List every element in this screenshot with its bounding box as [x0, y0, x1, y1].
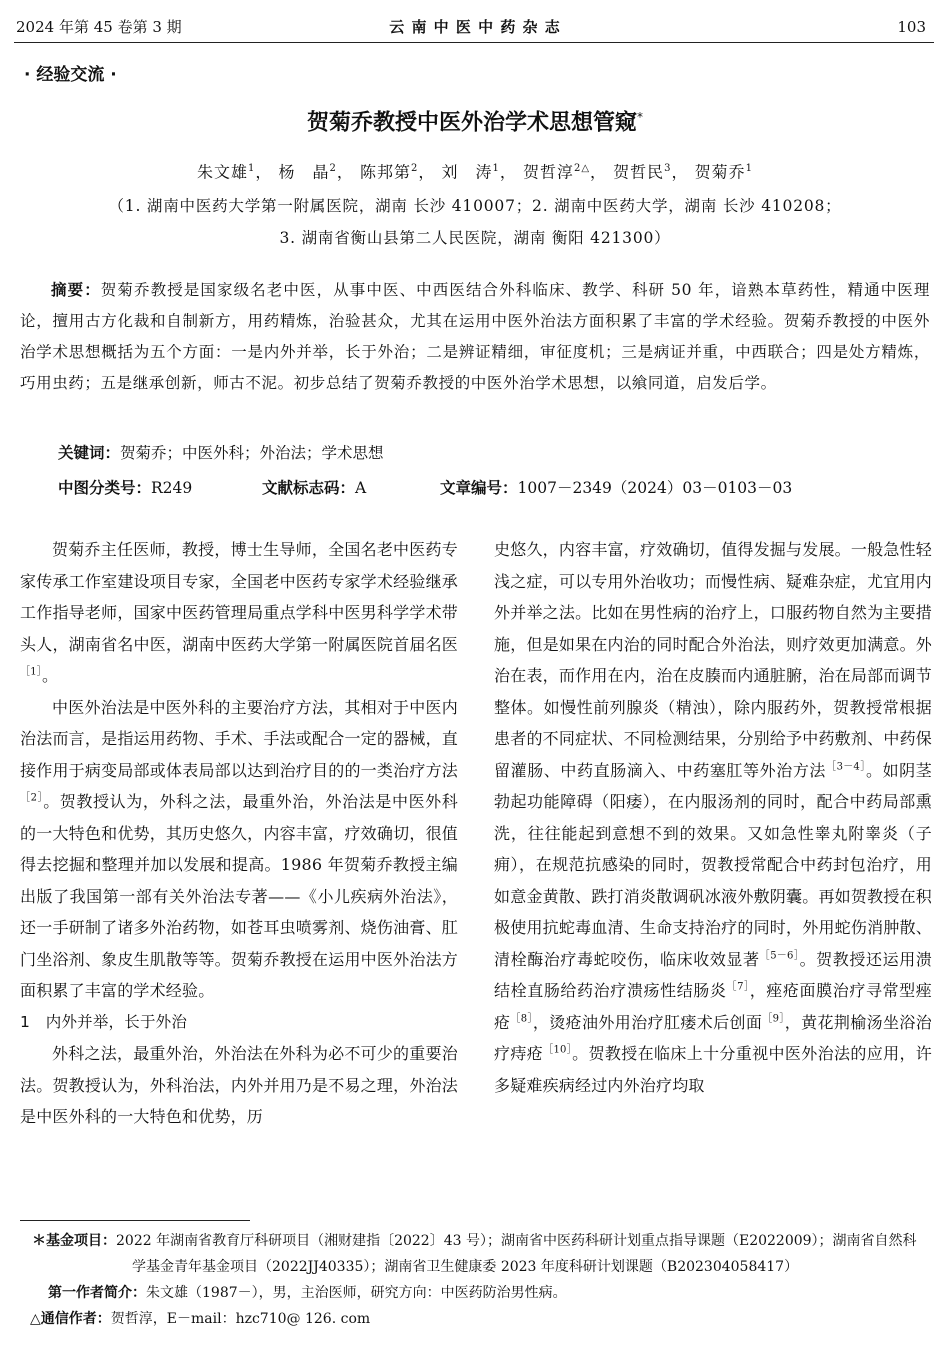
affiliation-line: （1. 湖南中医药大学第一附属医院，湖南 长沙 410007；2. 湖南中医药大学，湖南 长沙 410208；: [108, 197, 842, 215]
affiliation-line: 3. 湖南省衡山县第二人民医院，湖南 衡阳 421300）: [279, 229, 671, 247]
citation: ［8］: [510, 1013, 533, 1025]
keywords-label: 关键词：: [58, 444, 121, 462]
keywords: [58, 439, 384, 467]
journal-name: 云 南 中 医 中 药 杂 志: [389, 18, 561, 36]
abstract: [20, 275, 930, 399]
paragraph-text: 中医外治法是中医外科的主要治疗方法，其相对于中医内治法而言，是指运用药物、手术、手法或配合一定的器械，直接作用于病变局部或体表局部以达到治疗目的的一类治疗方法: [20, 697, 458, 780]
body-left-column: [20, 534, 458, 1133]
corresponding-author-note: [20, 1306, 930, 1332]
author: 刘 涛: [441, 162, 493, 182]
article-id-label: 文章编号：: [440, 479, 518, 497]
author-affil-mark: 2: [410, 163, 419, 174]
author: 杨 晶: [278, 162, 330, 182]
footnote-rule: [20, 1220, 250, 1221]
author-affil-mark: 1: [492, 163, 500, 174]
fund-text: 2022 年湖南省教育厅科研项目（湘财建指〔2022〕43 号）；湖南省中医药科研计划重点指导课题（E2022009）；湖南省自然科学基金青年基金项目（2022JJ40335）；湖南省卫生健康委 2023 年度科研计划课题（B202304058417）: [116, 1233, 917, 1275]
author: 陈邦第: [359, 162, 411, 182]
author: 贺哲民: [613, 162, 665, 182]
first-author-label: 第一作者简介：: [48, 1285, 146, 1301]
paragraph-text: 。贺教授在临床上十分重视中医外治法的应用，许多疑难疾病经过内外治疗均取: [494, 1044, 933, 1095]
paragraph-text: 。如阴茎勃起功能障碍（阳痿），在内服汤剂的同时，配合中药局部熏洗，往往能起到意想不到的效果。又如急性睾丸附睾炎（子痈），在规范抗感染的同时，贺教授常配合中药封包治疗，用如意金黄散、跌打消炎散调矾冰液外敷阴囊。再如贺教授在积极使用抗蛇毒血清、生命支持治疗的同时，外用蛇伤消肿散、清栓酶治疗毒蛇咬伤，临床收效显著: [494, 760, 932, 969]
first-author-text: 朱文雄（1987－），男，主治医师，研究方向：中医药防治男性病。: [146, 1285, 567, 1301]
fund-label: ＊基金项目：: [32, 1233, 116, 1249]
paragraph: 外科之法，最重外治，外治法在外科为必不可少的重要治法。贺教授认为，外科治法，内外并用乃是不易之理，外治法是中医外科的一大特色和优势，历: [20, 1044, 458, 1126]
citation: ［9］: [762, 1013, 785, 1025]
article-title: [0, 100, 950, 140]
paragraph: [20, 692, 458, 1007]
first-author-note: [20, 1280, 930, 1306]
classification-label: 中图分类号：: [58, 479, 152, 497]
paragraph: [494, 534, 932, 1101]
paragraph-text: ，烫疮油外用治疗肛瘘术后创面: [532, 1012, 763, 1032]
fund-note: [20, 1228, 930, 1280]
corresponding-text: 贺哲淳，E－mail：hzc710@ 126. com: [110, 1311, 371, 1327]
doc-code-value: A: [355, 479, 367, 497]
issue-info: 2024 年第 45 卷第 3 期: [16, 18, 182, 36]
classification: [58, 474, 192, 502]
citation: ［5－6］: [759, 950, 800, 962]
paragraph-text: 。贺教授认为，外科之法，最重外治，外治法是中医外科的一大特色和优势，其历史悠久，内容丰富，疗效确切，很值得去挖掘和整理并加以发展和提高。1986 年贺菊乔教授主编出版了我国第一部有关外治法专著——《小儿疾病外治法》，还一手研制了诸多外治药物，如苍耳虫喷雾剂、烧伤油膏、肛门坐浴剂、象皮生肌散等等。贺菊乔教授在运用中医外治法方面积累了丰富的学术经验。: [20, 792, 458, 1000]
affiliations: [0, 190, 950, 254]
paragraph-text: ，黄花荆榆汤坐浴治疗痔疮: [494, 1012, 932, 1063]
author: 贺哲淳: [522, 162, 574, 182]
footnotes: [20, 1228, 930, 1332]
header-rule: [14, 42, 934, 43]
citation: ［2］: [20, 792, 44, 804]
author: 朱文雄: [197, 162, 249, 182]
abstract-label: 摘要：: [51, 281, 101, 299]
citation: ［7］: [726, 981, 750, 993]
section-tag: · 经验交流 ·: [24, 65, 117, 85]
paragraph: [20, 534, 458, 692]
article-id-value: 1007－2349（2024）03－0103－03: [517, 479, 793, 497]
author-affil-mark: 1: [745, 163, 753, 174]
article-id: [440, 474, 792, 502]
paragraph-text: 。: [41, 666, 59, 685]
author-affil-mark: 3: [664, 163, 672, 174]
section-heading: 1 内外并举，长于外治: [20, 1012, 188, 1031]
keywords-text: 贺菊乔；中医外科；外治法；学术思想: [120, 444, 384, 462]
author-affil-mark: 2: [329, 163, 337, 174]
paragraph-text: 贺菊乔主任医师，教授，博士生导师，全国名老中医药专家传承工作室建设项目专家，全国老中医药专家学术经验继承工作指导老师，国家中医药管理局重点学科中医男科学学术带头人，湖南省名中医，湖南中医药大学第一附属医院首届名医: [20, 540, 458, 654]
author: 贺菊乔: [694, 162, 746, 182]
corresponding-label: △通信作者：: [30, 1311, 111, 1327]
abstract-text: 贺菊乔教授是国家级名老中医，从事中医、中西医结合外科临床、教学、科研 50 年，谙熟本草药性，精通中医理论，擅用古方化裁和自制新方，用药精炼，治验甚众，尤其在运用中医外治法方面积累了丰富的学术经验。贺菊乔教授的中医外治学术思想概括为五个方面：一是内外并举，长于外治；二是辨证精细，审征度机；三是病证并重，中西联合；四是处方精炼，巧用虫药；五是继承创新，师古不泥。初步总结了贺菊乔教授的中医外治学术思想，以飨同道，启发后学。: [20, 281, 930, 392]
paragraph-text: ，痤疮面膜治疗寻常型痤疮: [494, 981, 932, 1032]
paragraph-text: 。贺教授还运用溃结栓直肠给药治疗溃疡性结肠炎: [494, 949, 932, 1000]
doc-code-label: 文献标志码：: [262, 479, 356, 497]
author-affil-mark: 1: [248, 163, 256, 174]
author-affil-mark: 2△: [573, 163, 591, 174]
author-list: 朱文雄$^1$， 杨 晶$^2$， 陈邦第$^2$， 刘 涛$^1$， 贺哲淳$^{2\triangle}$， 贺哲民$^3$， 贺菊乔$^1$: [197, 162, 753, 182]
body-right-column: [494, 534, 932, 1101]
citation: ［3－4］: [826, 761, 866, 773]
citation: ［10］: [543, 1044, 573, 1056]
classification-value: R249: [151, 479, 193, 497]
title-footnote-mark: *: [637, 110, 643, 124]
doc-code: [262, 474, 366, 502]
paragraph-text: 史悠久，内容丰富，疗效确切，值得发掘与发展。一般急性轻浅之症，可以专用外治收功；而慢性病、疑难杂症，尤宜用内外并举之法。比如在男性病的治疗上，口服药物自然为主要措施，但是如果在内治的同时配合外治法，则疗效更加满意。外治在表，而作用在内，治在皮腠而内通脏腑，治在局部而调节整体。如慢性前列腺炎（精浊），除内服药外，贺教授常根据患者的不同症状、不同检测结果，分别给予中药敷剂、中药保留灌肠、中药直肠滴入、中药塞肛等外治方法: [494, 540, 932, 780]
title-text: 贺菊乔教授中医外治学术思想管窥: [306, 110, 637, 136]
citation: ［1］: [20, 666, 42, 678]
page-number: 103: [897, 18, 926, 36]
